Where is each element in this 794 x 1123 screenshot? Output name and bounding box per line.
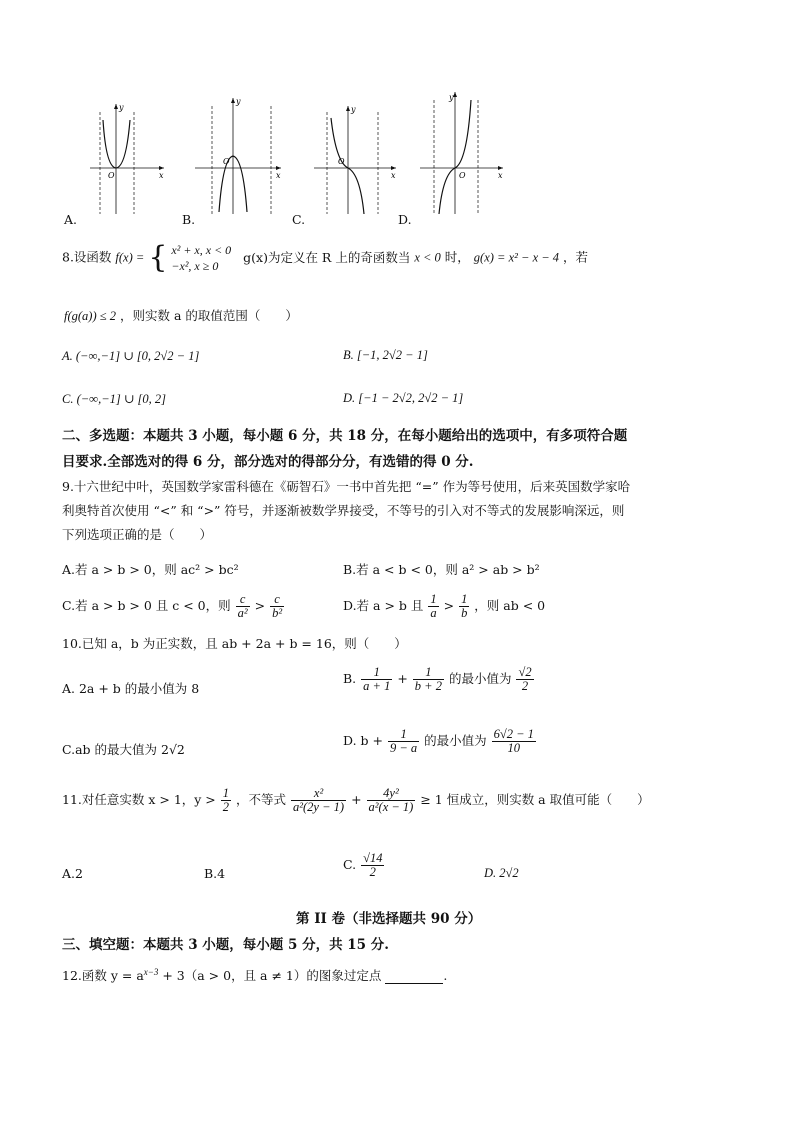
q8-tail: ，若 (563, 249, 589, 265)
q10-b-mid: 的最小值为 (448, 671, 512, 687)
q10-b-num1: 1 (361, 666, 392, 680)
q10-stem: 10.已知 a，b 为正实数，且 ab + 2a + b = 16，则（ ） (62, 636, 407, 651)
graph-d-svg (415, 92, 515, 217)
graph-c-y-label: y (351, 105, 356, 114)
q10-b-op: + (397, 671, 408, 687)
q8-fx: f(x) = (115, 250, 145, 265)
q11-post: ≥ 1 恒成立，则实数 a 取值可能（ ） (420, 792, 650, 808)
q11-option-c (343, 852, 385, 879)
q8-cases (171, 242, 231, 274)
q9-stem-line3: 下列选项正确的是（ ） (62, 527, 213, 542)
q8-gx: g(x) = x² − x − 4 (473, 250, 560, 265)
q9-option-c (62, 593, 285, 620)
graph-option-d (415, 92, 515, 220)
q11-den1: a²(2y − 1) (293, 800, 345, 815)
q9-c-den2: b² (272, 606, 283, 621)
graph-a-x-label: x (159, 171, 164, 180)
q11-frac1 (291, 787, 346, 814)
graph-a-label: A. (64, 212, 78, 227)
q9-option-a: A.若 a > b > 0，则 ac² > bc² (62, 562, 239, 577)
q11-op: + (351, 792, 362, 808)
q8-stem-line2 (64, 306, 298, 324)
graph-option-b (185, 92, 285, 220)
q10-b-num2: 1 (413, 666, 444, 680)
q11-option-a: A.2 (62, 866, 83, 881)
q9-stem-line1: 9.十六世纪中叶，英国数学家雷科德在《砺智石》一书中首先把 “=” 作为等号使用，后来英国数学家哈 (62, 479, 631, 494)
graph-b-origin: O (223, 157, 230, 166)
q8-option-b: B. [−1, 2√2 − 1] (343, 348, 428, 362)
q9-c-den1: a² (237, 606, 248, 621)
q12-exp: x−3 (143, 966, 159, 977)
q8-line2-text: ，则实数 a 的取值范围（ ） (119, 308, 298, 323)
graph-d-origin: O (459, 171, 466, 180)
q11-den0: 2 (222, 800, 230, 815)
q10-b-num3: √2 (518, 665, 532, 679)
q10-b-frac2 (413, 666, 444, 693)
graph-d-label: D. (398, 212, 412, 227)
q9-d-num2: 1 (461, 592, 468, 606)
graph-c-label: C. (292, 212, 306, 227)
q10-b-pre: B. (343, 671, 357, 687)
q10-d-num1: 1 (388, 728, 419, 742)
graph-b-label: B. (182, 212, 196, 227)
q11-c-num: √14 (363, 851, 383, 865)
q9-d-frac1 (428, 593, 438, 620)
q9-d-den2: b (461, 606, 468, 621)
graph-option-c (300, 92, 400, 220)
q10-b-den2: b + 2 (414, 679, 442, 694)
q8-option-a: A. (−∞,−1] ∪ [0, 2√2 − 1] (62, 349, 200, 363)
q11-mid: ，不等式 (236, 792, 287, 808)
graph-a-origin: O (108, 171, 115, 180)
q8-mid2: 时， (444, 249, 470, 265)
section3-title: 三、填空题：本题共 3 小题，每小题 5 分，共 15 分. (62, 937, 389, 953)
graph-b-y-label: y (236, 97, 241, 106)
q10-d-frac2 (492, 728, 536, 755)
q10-b-frac3 (516, 666, 533, 693)
q9-d-op: > (443, 598, 455, 614)
q10-b-frac1 (361, 666, 392, 693)
q9-d-frac2 (459, 593, 469, 620)
q8-option-d: D. [−1 − 2√2, 2√2 − 1] (343, 391, 464, 405)
part2-title: 第 II 卷（非选择题共 90 分） (296, 911, 482, 927)
q12-answer-blank[interactable] (385, 971, 443, 984)
q10-d-mid: 的最小值为 (424, 733, 487, 749)
q12-post: + 3（a > 0，且 a ≠ 1）的图象过定点 (158, 968, 382, 983)
q10-option-d (343, 728, 537, 755)
q9-c-pre: C.若 a > b > 0 且 c < 0，则 (62, 598, 231, 614)
q10-option-a: A. 2a + b 的最小值为 8 (62, 681, 200, 696)
q9-option-d (343, 593, 545, 620)
q10-d-pre: D. b + (343, 733, 383, 749)
q8-cond: x < 0 (414, 250, 441, 265)
graph-b-x-label: x (276, 171, 281, 180)
q10-d-den1: 9 − a (389, 741, 418, 756)
q9-c-num2: c (270, 593, 284, 607)
section2-line2: 目要求.全部选对的得 6 分，部分选对的得部分分，有选错的得 0 分. (62, 454, 474, 470)
q9-option-b: B.若 a < b < 0，则 a² > ab > b² (343, 562, 540, 577)
q11-frac0 (221, 787, 231, 814)
q11-num0: 1 (222, 786, 230, 800)
section2-line1: 二、多选题：本题共 3 小题，每小题 6 分，共 18 分，在每小题给出的选项中，有多项符合题 (62, 428, 628, 444)
graph-a-y-label: y (119, 103, 124, 112)
graph-a-svg (68, 92, 168, 217)
q9-d-pre: D.若 a > b 且 (343, 598, 424, 614)
graph-c-svg (300, 92, 400, 217)
q11-c-frac (361, 852, 384, 879)
q10-d-num2: 6√2 − 1 (493, 727, 534, 741)
q12-stem (62, 966, 447, 984)
graph-d-x-label: x (498, 171, 503, 180)
q10-b-den3: 2 (521, 679, 529, 694)
q9-d-post: ，则 ab < 0 (474, 598, 546, 614)
q8-option-c: C. (−∞,−1] ∪ [0, 2] (62, 392, 166, 406)
q11-option-d: D. 2√2 (484, 866, 519, 880)
q11-option-b: B.4 (204, 866, 226, 881)
q9-d-num1: 1 (430, 592, 437, 606)
q11-den2: a²(x − 1) (368, 800, 414, 815)
q9-stem-line2: 利奥特首次使用 “<” 和 “>” 符号，并逐渐被数学界接受，不等号的引入对不等式的发展影响深远，则 (62, 503, 625, 518)
graph-c-origin: O (338, 157, 345, 166)
graph-option-a (68, 92, 168, 220)
q11-frac2 (367, 787, 416, 814)
q11-num2: 4y² (367, 787, 416, 801)
q11-c-den: 2 (369, 865, 376, 880)
q11-pre: 11.对任意实数 x > 1，y > (62, 792, 216, 808)
q8-prefix: 8.设函数 (62, 249, 112, 265)
q10-d-den2: 10 (507, 741, 521, 756)
q8-mid: g(x)为定义在 R 上的奇函数当 (243, 249, 411, 265)
q11-num1: x² (291, 787, 346, 801)
q8-case1: x² + x, x < 0 (171, 243, 232, 257)
q11-stem (62, 787, 650, 814)
q9-c-op: > (254, 598, 266, 614)
q10-option-c: C.ab 的最大值为 2√2 (62, 742, 185, 757)
q12-pre: 12.函数 y = a (62, 968, 144, 983)
q9-c-frac2 (270, 593, 284, 620)
q8-brace: { (148, 240, 168, 275)
graph-d-y-label: y (449, 93, 454, 102)
q9-c-num1: c (236, 593, 250, 607)
q8-case2: −x², x ≥ 0 (171, 259, 219, 273)
q9-c-frac1 (236, 593, 250, 620)
q12-end: . (443, 968, 448, 983)
q9-d-den1: a (430, 606, 437, 621)
q10-option-b (343, 666, 535, 693)
q10-d-frac1 (388, 728, 419, 755)
q8-stem-line1 (62, 242, 588, 274)
q10-b-den1: a + 1 (363, 679, 391, 694)
graph-b-svg (185, 92, 285, 217)
q8-line2-expr: f(g(a)) ≤ 2 (64, 309, 116, 323)
graph-c-x-label: x (391, 171, 396, 180)
q11-c-pre: C. (343, 857, 357, 873)
